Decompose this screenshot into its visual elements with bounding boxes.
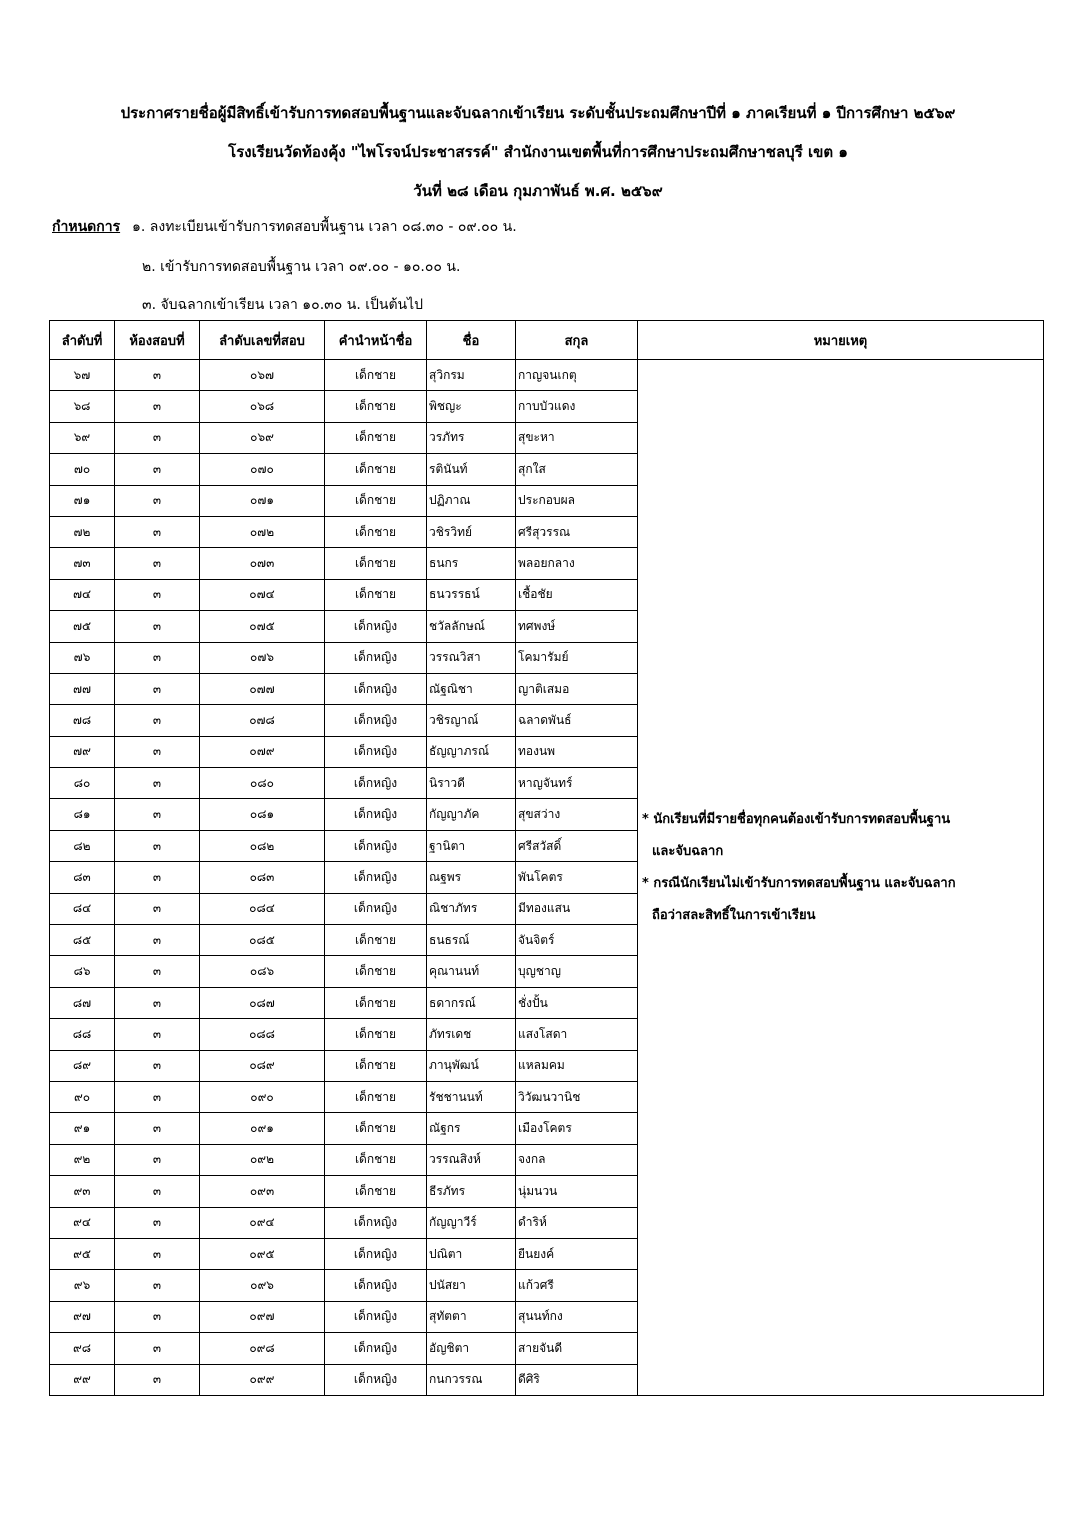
cell-exam-number: ๐๗๗ <box>200 673 325 704</box>
cell-last-name: เมืองโคตร <box>516 1113 638 1144</box>
cell-prefix: เด็กชาย <box>325 1050 427 1081</box>
cell-first-name: นิราวดี <box>427 768 516 799</box>
cell-room: ๓ <box>115 1364 200 1395</box>
cell-exam-number: ๐๗๘ <box>200 705 325 736</box>
cell-room: ๓ <box>115 454 200 485</box>
cell-first-name: พิชญะ <box>427 391 516 422</box>
cell-first-name: กัญญาวีร์ <box>427 1207 516 1238</box>
cell-exam-number: ๐๙๘ <box>200 1333 325 1364</box>
cell-last-name: แก้วศรี <box>516 1270 638 1301</box>
cell-last-name: แหลมคม <box>516 1050 638 1081</box>
cell-room: ๓ <box>115 516 200 547</box>
schedule-label: กำหนดการ <box>52 219 121 235</box>
cell-exam-number: ๐๙๕ <box>200 1238 325 1269</box>
cell-prefix: เด็กหญิง <box>325 1270 427 1301</box>
cell-last-name: พันโคตร <box>516 862 638 893</box>
col-header-first-name: ชื่อ <box>427 321 516 360</box>
cell-prefix: เด็กหญิง <box>325 1364 427 1395</box>
cell-prefix: เด็กหญิง <box>325 1238 427 1269</box>
col-header-remarks: หมายเหตุ <box>638 321 1044 360</box>
cell-first-name: ธีรภัทร <box>427 1176 516 1207</box>
table-body <box>50 360 1044 1396</box>
cell-prefix: เด็กหญิง <box>325 1301 427 1332</box>
cell-exam-number: ๐๘๓ <box>200 862 325 893</box>
cell-last-name: ญาติเสมอ <box>516 673 638 704</box>
cell-room: ๓ <box>115 736 200 767</box>
cell-room: ๓ <box>115 1019 200 1050</box>
cell-order: ๙๓ <box>50 1176 115 1207</box>
cell-prefix: เด็กชาย <box>325 579 427 610</box>
cell-exam-number: ๐๗๙ <box>200 736 325 767</box>
cell-first-name: วรรณวิสา <box>427 642 516 673</box>
cell-last-name: มีทองแสน <box>516 893 638 924</box>
cell-order: ๖๙ <box>50 422 115 453</box>
cell-order: ๘๓ <box>50 862 115 893</box>
cell-order: ๘๒ <box>50 830 115 861</box>
cell-order: ๗๖ <box>50 642 115 673</box>
cell-room: ๓ <box>115 1333 200 1364</box>
cell-first-name: ภัทรเดช <box>427 1019 516 1050</box>
cell-order: ๙๐ <box>50 1081 115 1112</box>
cell-last-name: พลอยกลาง <box>516 548 638 579</box>
cell-last-name: กาบบัวแดง <box>516 391 638 422</box>
table-header-row <box>50 321 1044 360</box>
col-header-order: ลำดับที่ <box>50 321 115 360</box>
cell-first-name: คุณานนท์ <box>427 956 516 987</box>
cell-last-name: ฉลาดพันธ์ <box>516 705 638 736</box>
cell-room: ๓ <box>115 485 200 516</box>
cell-last-name: สุกใส <box>516 454 638 485</box>
announcement-title: ประกาศรายชื่อผู้มีสิทธิ์เข้ารับการทดสอบพื้นฐานและจับฉลากเข้าเรียน ระดับชั้นประถมศึกษาปีที่ ๑ ภาคเรียนที่ ๑ ปีการศึกษา ๒๕๖๙ <box>120 104 956 122</box>
cell-last-name: สายจันดี <box>516 1333 638 1364</box>
cell-first-name: ธัญญาภรณ์ <box>427 736 516 767</box>
cell-order: ๙๙ <box>50 1364 115 1395</box>
cell-first-name: ชวัลลักษณ์ <box>427 611 516 642</box>
cell-room: ๓ <box>115 1176 200 1207</box>
cell-first-name: ปฏิภาณ <box>427 485 516 516</box>
cell-last-name: จงกล <box>516 1144 638 1175</box>
remarks-cell <box>638 360 1044 1396</box>
school-name: โรงเรียนวัดท้องคุ้ง "ไพโรจน์ประชาสรรค์" สำนักงานเขตพื้นที่การศึกษาประถมศึกษาชลบุรี เขต ๑ <box>228 143 848 161</box>
cell-last-name: สุขสว่าง <box>516 799 638 830</box>
cell-exam-number: ๐๘๗ <box>200 987 325 1018</box>
col-header-exam-number: ลำดับเลขที่สอบ <box>200 321 325 360</box>
cell-order: ๘๐ <box>50 768 115 799</box>
schedule-item-test: ๒. เข้ารับการทดสอบพื้นฐาน เวลา ๐๙.๐๐ - ๑๐.๐๐ น. <box>142 259 461 275</box>
cell-first-name: กนกวรรณ <box>427 1364 516 1395</box>
cell-order: ๙๔ <box>50 1207 115 1238</box>
cell-order: ๘๖ <box>50 956 115 987</box>
cell-last-name: ทศพงษ์ <box>516 611 638 642</box>
cell-first-name: ธนวรรธน์ <box>427 579 516 610</box>
cell-last-name: เชื้อชัย <box>516 579 638 610</box>
cell-room: ๓ <box>115 1081 200 1112</box>
cell-order: ๖๘ <box>50 391 115 422</box>
cell-first-name: ปณิตา <box>427 1238 516 1269</box>
cell-room: ๓ <box>115 1238 200 1269</box>
cell-room: ๓ <box>115 1113 200 1144</box>
cell-prefix: เด็กชาย <box>325 391 427 422</box>
cell-room: ๓ <box>115 579 200 610</box>
cell-first-name: ณิชาภัทร <box>427 893 516 924</box>
cell-prefix: เด็กชาย <box>325 925 427 956</box>
cell-exam-number: ๐๗๓ <box>200 548 325 579</box>
cell-first-name: ธนธรณ์ <box>427 925 516 956</box>
cell-exam-number: ๐๖๙ <box>200 422 325 453</box>
cell-last-name: ยืนยงค์ <box>516 1238 638 1269</box>
col-header-last-name: สกุล <box>516 321 638 360</box>
cell-room: ๓ <box>115 548 200 579</box>
cell-first-name: ฐานิตา <box>427 830 516 861</box>
cell-last-name: ชั่งปั้น <box>516 987 638 1018</box>
cell-prefix: เด็กหญิง <box>325 642 427 673</box>
cell-room: ๓ <box>115 673 200 704</box>
cell-exam-number: ๐๖๗ <box>200 360 325 391</box>
cell-prefix: เด็กชาย <box>325 454 427 485</box>
cell-room: ๓ <box>115 391 200 422</box>
cell-prefix: เด็กชาย <box>325 1081 427 1112</box>
remark-note-1-line-2: และจับฉลาก <box>652 844 724 859</box>
cell-prefix: เด็กชาย <box>325 1113 427 1144</box>
cell-room: ๓ <box>115 1270 200 1301</box>
col-header-room: ห้องสอบที่ <box>115 321 200 360</box>
cell-exam-number: ๐๙๓ <box>200 1176 325 1207</box>
cell-prefix: เด็กชาย <box>325 422 427 453</box>
cell-first-name: วชิรญาณ์ <box>427 705 516 736</box>
student-roster-table <box>49 320 1044 1396</box>
cell-last-name: โคมารัมย์ <box>516 642 638 673</box>
cell-exam-number: ๐๗๕ <box>200 611 325 642</box>
cell-room: ๓ <box>115 422 200 453</box>
cell-order: ๙๑ <box>50 1113 115 1144</box>
cell-order: ๙๗ <box>50 1301 115 1332</box>
remark-note-1-line-1: * นักเรียนที่มีรายชื่อทุกคนต้องเข้ารับการทดสอบพื้นฐาน <box>642 812 951 827</box>
cell-first-name: วรภัทร <box>427 422 516 453</box>
cell-order: ๗๕ <box>50 611 115 642</box>
cell-order: ๗๔ <box>50 579 115 610</box>
cell-exam-number: ๐๙๑ <box>200 1113 325 1144</box>
cell-prefix: เด็กชาย <box>325 1019 427 1050</box>
cell-first-name: รัชชานนท์ <box>427 1081 516 1112</box>
cell-first-name: วรรณสิงห์ <box>427 1144 516 1175</box>
cell-exam-number: ๐๘๐ <box>200 768 325 799</box>
cell-last-name: ทองนพ <box>516 736 638 767</box>
cell-prefix: เด็กหญิง <box>325 830 427 861</box>
cell-prefix: เด็กหญิง <box>325 1333 427 1364</box>
cell-first-name: ภานุพัฒน์ <box>427 1050 516 1081</box>
cell-prefix: เด็กชาย <box>325 956 427 987</box>
remark-note-2-line-1: * กรณีนักเรียนไม่เข้ารับการทดสอบพื้นฐาน และจับฉลาก <box>642 876 956 891</box>
cell-exam-number: ๐๘๕ <box>200 925 325 956</box>
cell-prefix: เด็กชาย <box>325 1176 427 1207</box>
cell-order: ๙๘ <box>50 1333 115 1364</box>
cell-order: ๗๓ <box>50 548 115 579</box>
cell-prefix: เด็กหญิง <box>325 1207 427 1238</box>
cell-exam-number: ๐๙๐ <box>200 1081 325 1112</box>
cell-room: ๓ <box>115 956 200 987</box>
cell-prefix: เด็กชาย <box>325 360 427 391</box>
cell-prefix: เด็กหญิง <box>325 893 427 924</box>
cell-room: ๓ <box>115 1050 200 1081</box>
cell-first-name: ธนกร <box>427 548 516 579</box>
cell-last-name: ดำริห์ <box>516 1207 638 1238</box>
cell-first-name: กัญญาภัค <box>427 799 516 830</box>
cell-room: ๓ <box>115 611 200 642</box>
cell-order: ๙๒ <box>50 1144 115 1175</box>
cell-last-name: ประกอบผล <box>516 485 638 516</box>
cell-last-name: ดีศิริ <box>516 1364 638 1395</box>
cell-exam-number: ๐๗๒ <box>200 516 325 547</box>
cell-order: ๘๔ <box>50 893 115 924</box>
cell-exam-number: ๐๙๗ <box>200 1301 325 1332</box>
cell-exam-number: ๐๙๙ <box>200 1364 325 1395</box>
cell-exam-number: ๐๖๘ <box>200 391 325 422</box>
cell-exam-number: ๐๗๐ <box>200 454 325 485</box>
cell-room: ๓ <box>115 987 200 1018</box>
cell-prefix: เด็กหญิง <box>325 673 427 704</box>
cell-first-name: ปนัสยา <box>427 1270 516 1301</box>
cell-exam-number: ๐๙๖ <box>200 1270 325 1301</box>
cell-prefix: เด็กชาย <box>325 1144 427 1175</box>
cell-prefix: เด็กหญิง <box>325 736 427 767</box>
cell-prefix: เด็กชาย <box>325 485 427 516</box>
cell-order: ๗๙ <box>50 736 115 767</box>
cell-exam-number: ๐๘๔ <box>200 893 325 924</box>
cell-prefix: เด็กชาย <box>325 548 427 579</box>
cell-first-name: สุทัตตา <box>427 1301 516 1332</box>
cell-room: ๓ <box>115 1144 200 1175</box>
announcement-date: วันที่ ๒๘ เดือน กุมภาพันธ์ พ.ศ. ๒๕๖๙ <box>413 182 663 200</box>
cell-prefix: เด็กชาย <box>325 987 427 1018</box>
cell-order: ๙๖ <box>50 1270 115 1301</box>
cell-order: ๘๑ <box>50 799 115 830</box>
cell-exam-number: ๐๙๒ <box>200 1144 325 1175</box>
cell-order: ๗๒ <box>50 516 115 547</box>
cell-room: ๓ <box>115 925 200 956</box>
cell-first-name: ณัฐณิชา <box>427 673 516 704</box>
cell-prefix: เด็กหญิง <box>325 768 427 799</box>
cell-order: ๘๕ <box>50 925 115 956</box>
cell-first-name: สุวิกรม <box>427 360 516 391</box>
cell-last-name: สุขะหา <box>516 422 638 453</box>
cell-room: ๓ <box>115 830 200 861</box>
cell-room: ๓ <box>115 705 200 736</box>
cell-first-name: ณฐพร <box>427 862 516 893</box>
cell-prefix: เด็กหญิง <box>325 611 427 642</box>
schedule-item-lottery: ๓. จับฉลากเข้าเรียน เวลา ๑๐.๓๐ น. เป็นต้นไป <box>142 297 424 313</box>
remark-note-2-line-2: ถือว่าสละสิทธิ์ในการเข้าเรียน <box>652 908 816 923</box>
col-header-prefix: คำนำหน้าชื่อ <box>325 321 427 360</box>
cell-exam-number: ๐๘๘ <box>200 1019 325 1050</box>
cell-order: ๘๘ <box>50 1019 115 1050</box>
cell-prefix: เด็กหญิง <box>325 862 427 893</box>
cell-last-name: แสงโสดา <box>516 1019 638 1050</box>
cell-exam-number: ๐๘๒ <box>200 830 325 861</box>
cell-room: ๓ <box>115 642 200 673</box>
schedule-item-registration: ๑. ลงทะเบียนเข้ารับการทดสอบพื้นฐาน เวลา ๐๘.๓๐ - ๐๙.๐๐ น. <box>132 219 517 235</box>
cell-exam-number: ๐๘๙ <box>200 1050 325 1081</box>
cell-first-name: ณัฐกร <box>427 1113 516 1144</box>
cell-order: ๖๗ <box>50 360 115 391</box>
table-row <box>50 360 1044 391</box>
cell-room: ๓ <box>115 893 200 924</box>
cell-prefix: เด็กหญิง <box>325 705 427 736</box>
cell-last-name: สุนนท์กง <box>516 1301 638 1332</box>
cell-order: ๗๘ <box>50 705 115 736</box>
cell-room: ๓ <box>115 1207 200 1238</box>
cell-last-name: ศรีสวัสดิ์ <box>516 830 638 861</box>
cell-room: ๓ <box>115 360 200 391</box>
cell-room: ๓ <box>115 1301 200 1332</box>
cell-last-name: จันจิตร์ <box>516 925 638 956</box>
cell-exam-number: ๐๗๔ <box>200 579 325 610</box>
cell-last-name: นุ่มนวน <box>516 1176 638 1207</box>
cell-room: ๓ <box>115 799 200 830</box>
cell-first-name: วชิรวิทย์ <box>427 516 516 547</box>
cell-order: ๘๗ <box>50 987 115 1018</box>
cell-prefix: เด็กชาย <box>325 516 427 547</box>
cell-first-name: ธดากรณ์ <box>427 987 516 1018</box>
cell-last-name: หาญจันทร์ <box>516 768 638 799</box>
cell-exam-number: ๐๗๑ <box>200 485 325 516</box>
cell-order: ๗๗ <box>50 673 115 704</box>
cell-order: ๗๑ <box>50 485 115 516</box>
cell-exam-number: ๐๗๖ <box>200 642 325 673</box>
cell-order: ๙๕ <box>50 1238 115 1269</box>
cell-first-name: รตินันท์ <box>427 454 516 485</box>
cell-order: ๗๐ <box>50 454 115 485</box>
cell-prefix: เด็กหญิง <box>325 799 427 830</box>
cell-first-name: อัญชิตา <box>427 1333 516 1364</box>
cell-exam-number: ๐๘๑ <box>200 799 325 830</box>
cell-last-name: บุญชาญ <box>516 956 638 987</box>
cell-room: ๓ <box>115 862 200 893</box>
cell-last-name: ศรีสุวรรณ <box>516 516 638 547</box>
cell-last-name: กาญจนเกตุ <box>516 360 638 391</box>
cell-exam-number: ๐๘๖ <box>200 956 325 987</box>
cell-room: ๓ <box>115 768 200 799</box>
cell-order: ๘๙ <box>50 1050 115 1081</box>
cell-last-name: วิวัฒนวานิช <box>516 1081 638 1112</box>
cell-exam-number: ๐๙๔ <box>200 1207 325 1238</box>
